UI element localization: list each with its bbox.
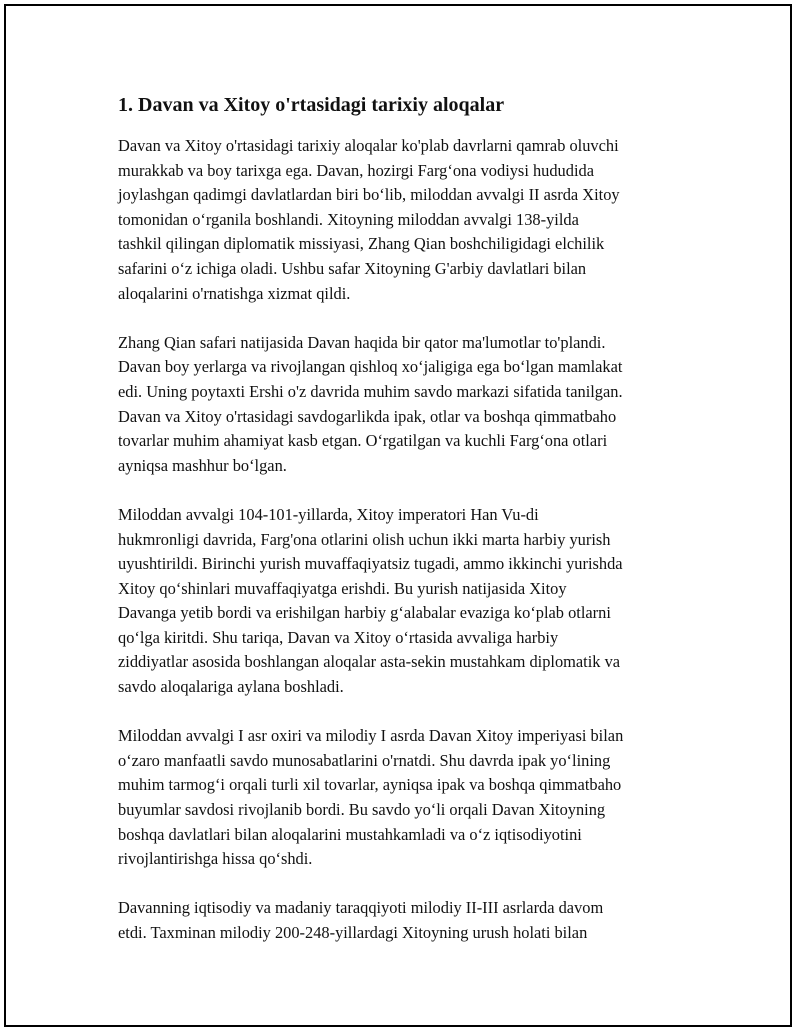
paragraph-2: Zhang Qian safari natijasida Davan haqida bir qator ma'lumotlar to'plandi. Davan boy yerlarga va rivojlangan qishloq xo‘jaligiga ega bo‘lgan mamlakat edi. Uning poytaxti Ershi o'z davrida muhim savdo markazi sifatida tanilgan. Davan va Xitoy o'rtasidagi savdogarlikda ipak, otlar va boshqa qimmatbaho tovarlar muhim ahamiyat kasb etgan. O‘rgatilgan va kuchli Farg‘ona otlari ayniqsa mashhur bo‘lgan. [118, 332, 623, 475]
paragraph-4: Miloddan avvalgi I asr oxiri va milodiy I asrda Davan Xitoy imperiyasi bilan o‘zaro manfaatli savdo munosabatlarini o'rnatdi. Shu davrda ipak yo‘lining muhim tarmog‘i orqali turli xil tovarlar, ayniqsa ipak va boshqa qimmatbaho buyumlar savdosi rivojlanib bordi. Bu savdo yo‘li orqali Davan Xitoyning boshqa davlatlari bilan aloqalarini mustahkamladi va o‘z iqtisodiyotini rivojlantirishga hissa qo‘shdi. [118, 726, 624, 869]
document-body [118, 90, 698, 970]
paragraph-1: Davan va Xitoy o'rtasidagi tarixiy aloqalar ko'plab davrlarni qamrab oluvchi murakkab va boy tarixga ega. Davan, hozirgi Farg‘ona vodiysi hududida joylashgan qadimgi davlatlardan biri bo‘lib, miloddan avvalgi II asrda Xitoy tomonidan o‘rganila boshlandi. Xitoyning miloddan avvalgi 138-yilda tashkil qilingan diplomatik missiyasi, Zhang Qian boshchiligidagi elchilik safarini o‘z ichiga oladi. Ushbu safar Xitoyning G'arbiy davlatlari bilan aloqalarini o'rnatishga xizmat qildi. [118, 136, 620, 303]
paragraph-5: Davanning iqtisodiy va madaniy taraqqiyoti milodiy II-III asrlarda davom etdi. Taxminan milodiy 200-248-yillardagi Xitoyning urush holati bilan [118, 898, 604, 942]
paragraph-3: Miloddan avvalgi 104-101-yillarda, Xitoy imperatori Han Vu-di hukmronligi davrida, Farg'ona otlarini olish uchun ikki marta harbiy yurish uyushtirildi. Birinchi yurish muvaffaqiyatsiz tugadi, ammo ikkinchi yurishda Xitoy qo‘shinlari muvaffaqiyatga erishdi. Bu yurish natijasida Xitoy Davanga yetib bordi va erishilgan harbiy g‘alabalar evaziga ko‘plab otlarni qo‘lga kiritdi. Shu tariqa, Davan va Xitoy o‘rtasida avvaliga harbiy ziddiyatlar asosida boshlangan aloqalar asta-sekin mustahkam diplomatik va savdo aloqalariga aylana boshladi. [118, 504, 623, 697]
document-title: 1. Davan va Xitoy o'rtasidagi tarixiy aloqalar [118, 94, 505, 116]
